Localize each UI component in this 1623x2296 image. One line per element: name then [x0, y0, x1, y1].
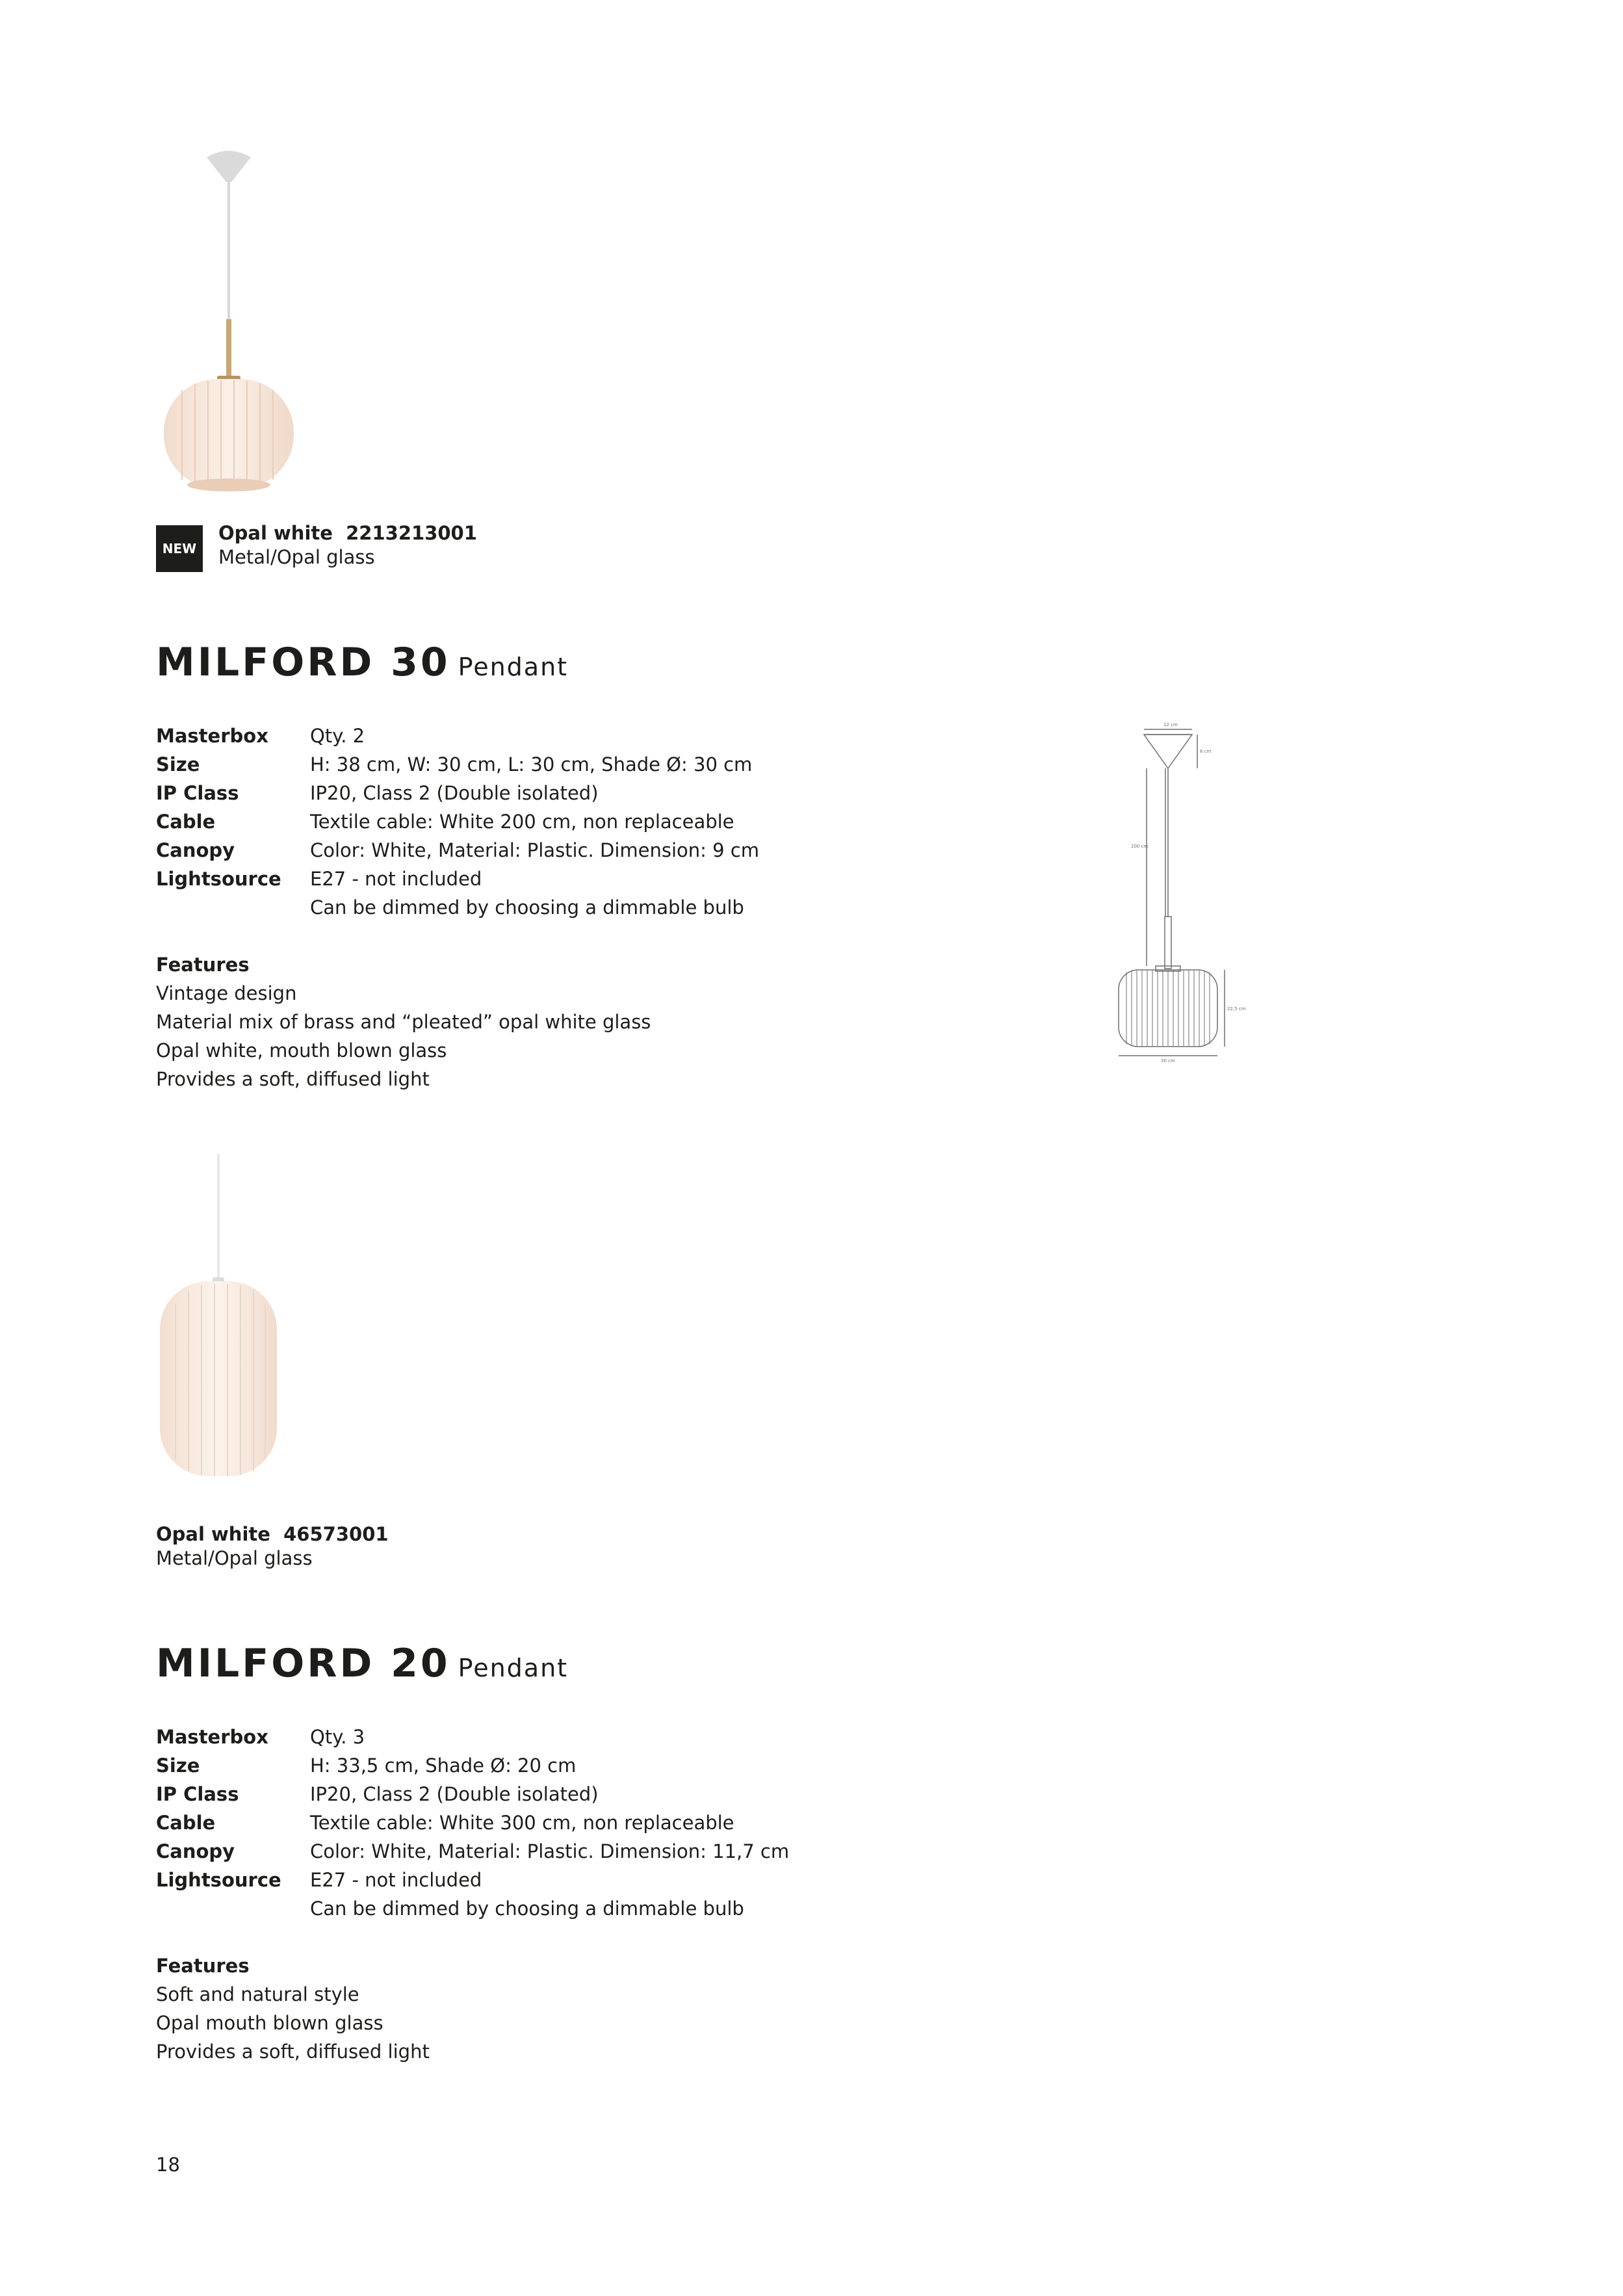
product-title	[156, 1641, 568, 1691]
feature-item: Opal mouth blown glass	[156, 2012, 383, 2034]
spec-table	[156, 722, 806, 923]
feature-item: Provides a soft, diffused light	[156, 2041, 430, 2063]
spec-table	[156, 1723, 806, 1924]
variant-material: Metal/Opal glass	[156, 1547, 313, 1569]
product-type: Pendant	[458, 653, 569, 681]
spec-value: E27 - not included	[310, 1869, 482, 1891]
drawing-label-cable-length: 200 cm	[1131, 844, 1149, 849]
spec-label: Cable	[156, 1812, 216, 1834]
spec-label: Size	[156, 1755, 200, 1777]
spec-value: Can be dimmed by choosing a dimmable bulb	[310, 896, 744, 919]
features-heading: Features	[156, 954, 250, 976]
feature-item: Vintage design	[156, 982, 297, 1004]
feature-item: Opal white, mouth blown glass	[156, 1039, 447, 1062]
spec-value: H: 38 cm, W: 30 cm, L: 30 cm, Shade Ø: 30 cm	[310, 753, 753, 776]
spec-value: Textile cable: White 200 cm, non replaceable	[310, 811, 734, 833]
spec-label: Masterbox	[156, 1726, 268, 1748]
spec-label: Masterbox	[156, 725, 268, 747]
spec-label: Canopy	[156, 839, 235, 861]
spec-label: Lightsource	[156, 868, 281, 890]
product-model: MILFORD 30	[156, 640, 450, 685]
spec-label: Lightsource	[156, 1869, 281, 1891]
spec-value: IP20, Class 2 (Double isolated)	[310, 782, 599, 804]
spec-value: Qty. 3	[310, 1726, 365, 1748]
spec-label: Canopy	[156, 1840, 235, 1862]
spec-value: Qty. 2	[310, 725, 365, 747]
spec-label: IP Class	[156, 1783, 239, 1805]
milford-30-product-photo	[149, 148, 305, 499]
milford-30-technical-drawing	[1098, 715, 1254, 1066]
spec-value: Can be dimmed by choosing a dimmable bulb	[310, 1898, 744, 1920]
features-block	[156, 950, 806, 1100]
spec-label: IP Class	[156, 782, 239, 804]
spec-value: H: 33,5 cm, Shade Ø: 20 cm	[310, 1755, 577, 1777]
page-number: 18	[156, 2154, 180, 2176]
drawing-label-shade-width: 30 cm	[1161, 1058, 1175, 1063]
product-title	[156, 640, 568, 690]
spec-value: IP20, Class 2 (Double isolated)	[310, 1783, 599, 1805]
feature-item: Material mix of brass and “pleated” opal white glass	[156, 1011, 651, 1033]
new-badge: NEW	[156, 525, 203, 572]
drawing-label-shade-height: 22,5 cm	[1227, 1006, 1246, 1011]
variant-name: Opal white 2213213001	[218, 522, 477, 544]
spec-value: Color: White, Material: Plastic. Dimension: 11,7 cm	[310, 1840, 790, 1862]
spec-value: Color: White, Material: Plastic. Dimension: 9 cm	[310, 839, 759, 861]
spec-value: E27 - not included	[310, 868, 482, 890]
drawing-label-canopy-height: 6 cm	[1200, 749, 1212, 754]
features-block	[156, 1951, 806, 2075]
product-model: MILFORD 20	[156, 1641, 450, 1686]
spec-label: Size	[156, 753, 200, 776]
product-type: Pendant	[458, 1654, 569, 1682]
drawing-label-canopy-width: 12 cm	[1163, 722, 1178, 727]
variant-material: Metal/Opal glass	[218, 546, 375, 568]
spec-value: Textile cable: White 300 cm, non replaceable	[310, 1812, 734, 1834]
features-heading: Features	[156, 1955, 250, 1977]
variant-name: Opal white 46573001	[156, 1523, 389, 1545]
spec-label: Cable	[156, 811, 216, 833]
milford-20-product-photo	[149, 1154, 305, 1492]
feature-item: Soft and natural style	[156, 1983, 359, 2005]
feature-item: Provides a soft, diffused light	[156, 1068, 430, 1090]
